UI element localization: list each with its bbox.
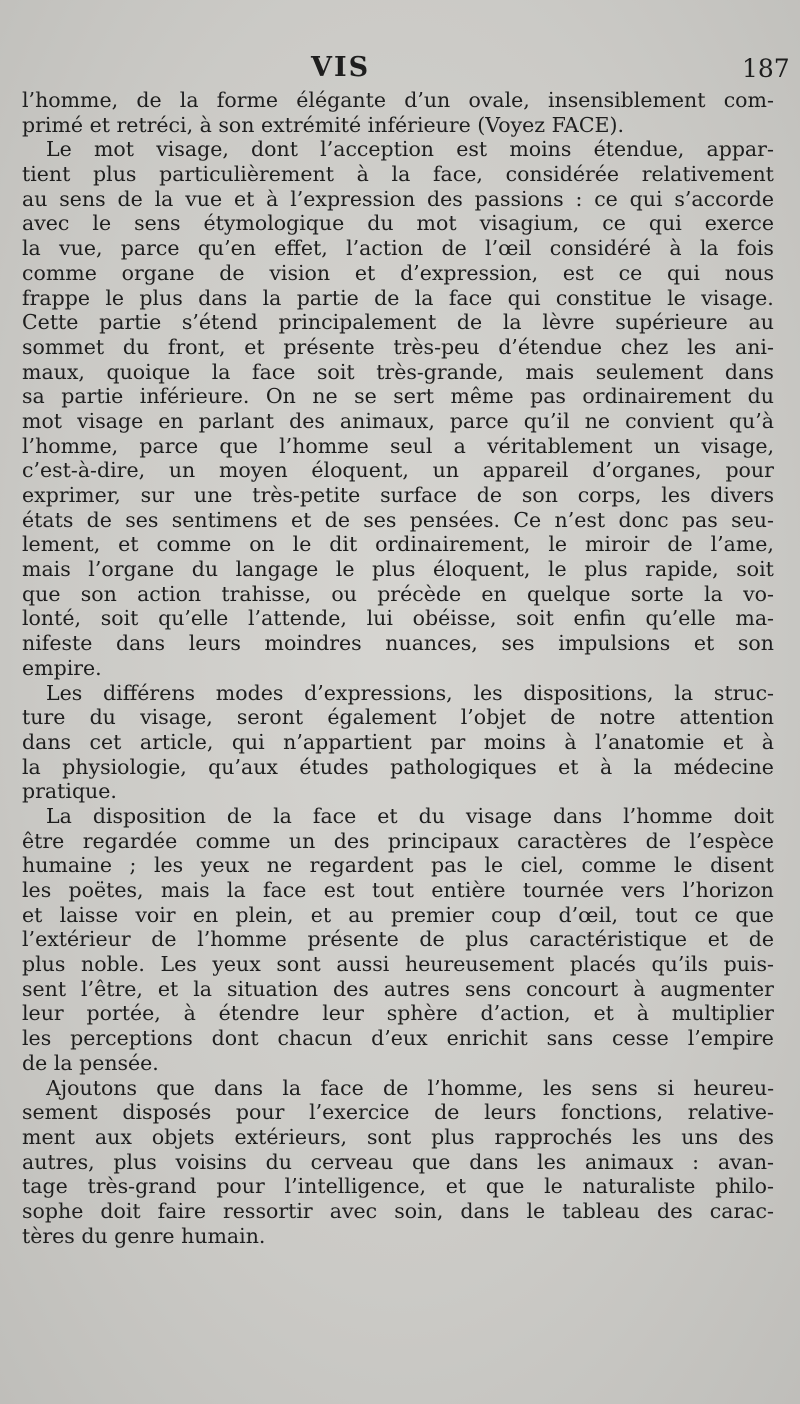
text-line: primé et retréci, à son extrémité inférieure (Voyez FACE). [22,112,625,137]
text-line: pratique. [22,779,117,804]
text-line: les poëtes, mais la face est tout entière tournée vers l’horizon [22,878,774,902]
page-number: 187 [742,54,790,83]
text-line: sophe doit faire ressortir avec soin, dans le tableau des carac- [22,1198,774,1223]
paragraph [22,137,774,680]
text-line: de la pensée. [22,1050,159,1075]
paragraph [22,88,774,137]
text-line: lonté, soit qu’elle l’attende, lui obéisse, soit enfin qu’elle ma- [22,606,774,631]
text-line: sommet du front, et présente très-peu d’étendue chez les ani- [22,334,774,359]
text-line: nifeste dans leurs moindres nuances, ses impulsions et son [22,631,774,656]
text-line: autres, plus voisins du cerveau que dans les animaux : avan- [22,1149,774,1174]
text-line: au sens de la vue et à l’expression des passions : ce qui s’accorde [22,186,774,211]
text-line: tage très-grand pour l’intelligence, et que le naturaliste philo- [22,1174,774,1199]
text-line: dans cet article, qui n’appartient par moins à l’anatomie et à [22,729,774,754]
text-line: plus noble. Les yeux sont aussi heureusement placés qu’ils puis- [22,952,774,977]
text-line: ture du visage, seront également l’objet de notre attention [22,705,774,730]
text-line: Les différens modes d’expressions, les dispositions, la struc- [46,680,774,705]
text-line: et laisse voir en plein, et au premier coup d’œil, tout ce que [22,902,774,927]
text-line: tères du genre humain. [22,1223,266,1248]
text-line: l’homme, de la forme élégante d’un ovale, insensiblement com- [22,88,774,112]
text-line: humaine ; les yeux ne regardent pas le ciel, comme le disent [22,853,774,878]
text-line: Cette partie s’étend principalement de la lèvre supérieure au [22,310,774,335]
text-line: l’extérieur de l’homme présente de plus caractéristique et de [22,927,774,952]
text-line: ment aux objets extérieurs, sont plus rapprochés les uns des [22,1124,774,1149]
text-line: exprimer, sur une très-petite surface de son corps, les divers [22,483,774,507]
running-head: VIS [311,52,371,83]
paragraph [22,681,774,804]
text-line: comme organe de vision et d’expression, est ce qui nous [22,260,774,285]
text-line: les perceptions dont chacun d’eux enrichit sans cesse l’empire [22,1026,774,1051]
text-line: états de ses sentimens et de ses pensées. Ce n’est donc pas seu- [22,507,774,532]
text-line: maux, quoique la face soit très-grande, mais seulement dans [22,359,774,384]
text-line: empire. [22,655,102,680]
text-line: la vue, parce qu’en effet, l’action de l’œil considéré à la fois [22,236,774,261]
text-line: mot visage en parlant des animaux, parce qu’il ne convient qu’à [22,408,774,433]
text-line: mais l’organe du langage le plus éloquent, le plus rapide, soit [22,557,774,582]
text-line: frappe le plus dans la partie de la face qui constitue le visage. [22,285,774,310]
text-line: lement, et comme on le dit ordinairement, le miroir de l’ame, [22,532,774,557]
text-line: sent l’être, et la situation des autres sens concourt à augmenter [22,976,774,1001]
text-line: avec le sens étymologique du mot visagium, ce qui exerce [22,211,774,236]
text-line: tient plus particulièrement à la face, considérée relativement [22,162,774,187]
text-line: leur portée, à étendre leur sphère d’action, et à multiplier [22,1001,774,1026]
text-line: que son action trahisse, ou précède en quelque sorte la vo- [22,581,774,606]
text-line: c’est-à-dire, un moyen éloquent, un appareil d’organes, pour [22,458,774,483]
paragraph [22,804,774,1076]
text-line: être regardée comme un des principaux caractères de l’espèce [22,828,774,853]
paragraph [22,1076,774,1249]
text-line: Ajoutons que dans la face de l’homme, les sens si heureu- [46,1075,774,1100]
text-line: Le mot visage, dont l’acception est moins étendue, appar- [46,137,774,162]
text-line: sa partie inférieure. On ne se sert même pas ordinairement du [22,384,774,409]
page-body [22,88,774,1248]
text-line: la physiologie, qu’aux études pathologiques et à la médecine [22,754,774,779]
text-line: sement disposés pour l’exercice de leurs fonctions, relative- [22,1100,774,1125]
page-header [0,52,800,92]
text-line: La disposition de la face et du visage dans l’homme doit [46,803,774,828]
text-line: l’homme, parce que l’homme seul a véritablement un visage, [22,433,774,458]
